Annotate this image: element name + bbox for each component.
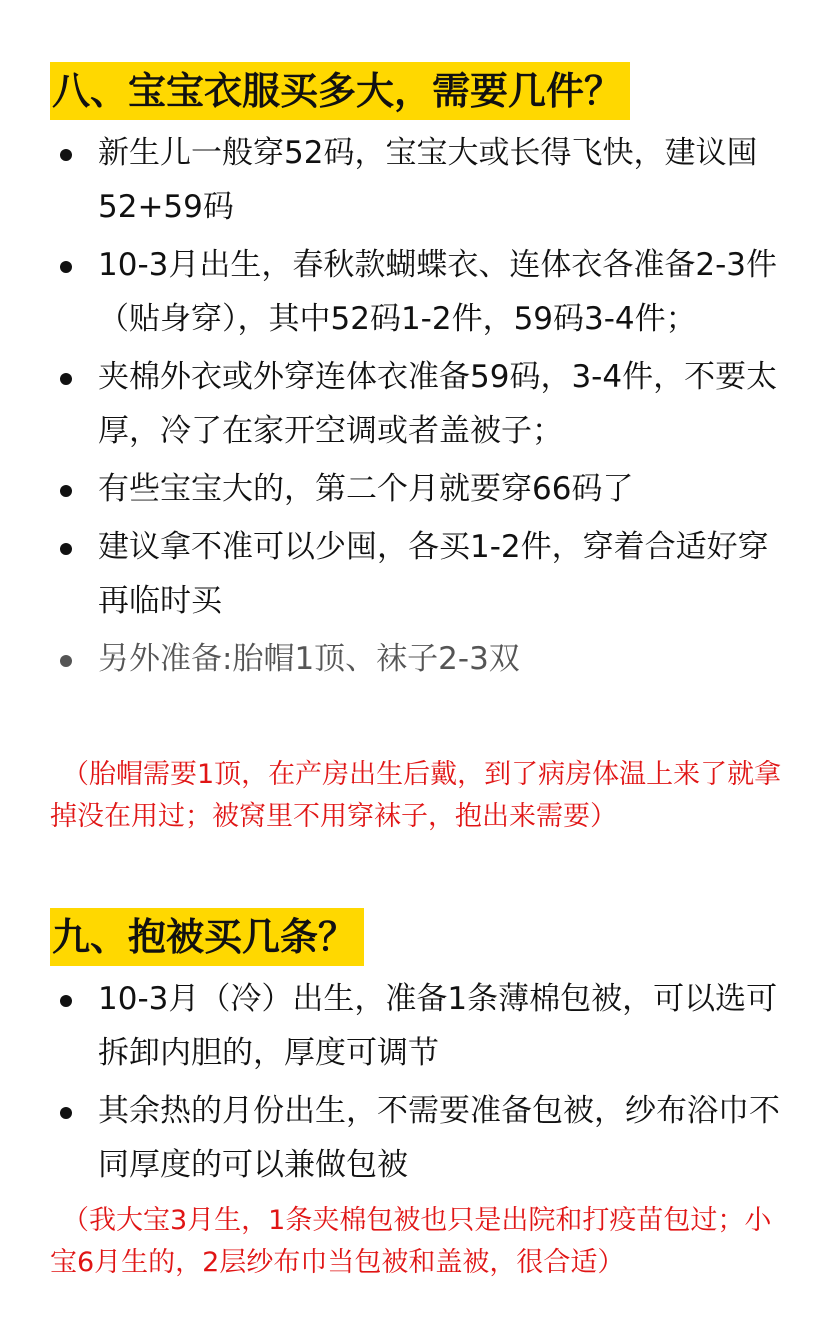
list-item [0,462,828,516]
list-item [0,350,828,458]
bullet-icon [60,485,72,497]
bullet-icon [60,655,72,667]
list-item-text: 建议拿不准可以少囤，各买1-2件，穿着合适好穿再临时买 [98,529,769,619]
list-item-text: 其余热的月份出生，不需要准备包被，纱布浴巾不同厚度的可以兼做包被 [98,1093,780,1183]
list-item [0,520,828,628]
list-item-text: 10-3月出生，春秋款蝴蝶衣、连体衣各准备2-3件（贴身穿），其中52码1-2件，59码3-4件； [98,247,777,337]
list-item-text: 10-3月（冷）出生，准备1条薄棉包被，可以选可拆卸内胆的，厚度可调节 [98,981,778,1071]
bullet-icon [60,995,72,1007]
list-item-text: 另外准备:胎帽1顶、袜子2-3双 [98,641,520,677]
section-heading: 九、抱被买几条？ [50,908,364,966]
list-item-text: 新生儿一般穿52码，宝宝大或长得飞快，建议囤52+59码 [98,135,758,225]
red-note: （胎帽需要1顶，在产房出生后戴，到了病房体温上来了就拿掉没在用过；被窝里不用穿袜子，抱出来需要） [50,759,782,832]
bullet-icon [60,261,72,273]
bullet-list [0,126,828,690]
section-heading: 八、宝宝衣服买多大，需要几件？ [50,62,630,120]
list-item-text: 夹棉外衣或外穿连体衣准备59码，3-4件，不要太厚，冷了在家开空调或者盖被子； [98,359,778,449]
list-item [0,632,828,686]
bullet-icon [60,543,72,555]
red-note: （我大宝3月生，1条夹棉包被也只是出院和打疫苗包过；小宝6月生的，2层纱布巾当包被和盖被，很合适） [50,1205,772,1278]
list-item [0,238,828,346]
list-item [0,972,828,1080]
list-item [0,1084,828,1192]
bullet-icon [60,1107,72,1119]
list-item [0,126,828,234]
list-item-text: 有些宝宝大的，第二个月就要穿66码了 [98,471,634,507]
bullet-icon [60,149,72,161]
bullet-icon [60,373,72,385]
bullet-list [0,972,828,1196]
